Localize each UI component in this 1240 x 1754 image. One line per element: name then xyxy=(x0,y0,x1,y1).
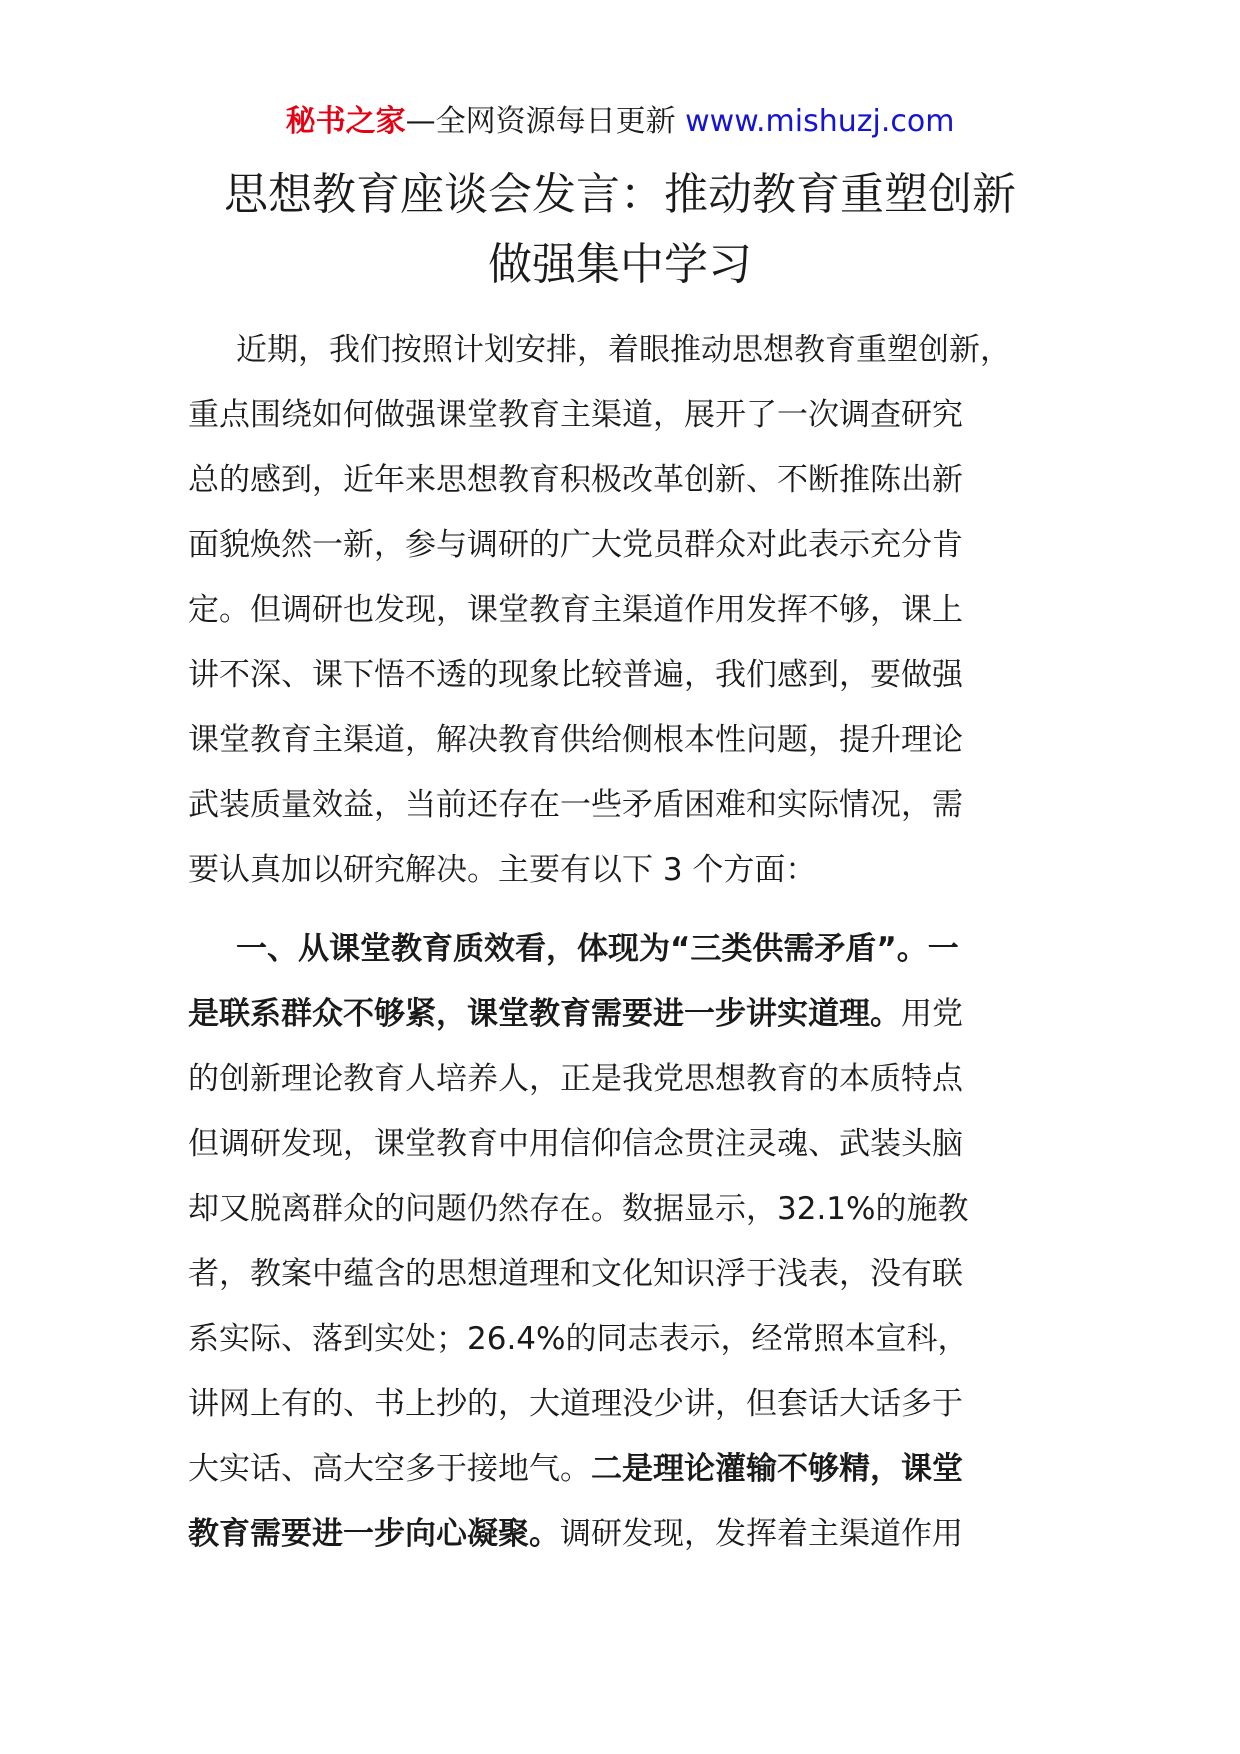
bold-text-segment: 一、从课堂教育质效看，体现为“三类供需矛盾”。一 xyxy=(236,931,959,967)
document-body xyxy=(188,318,1056,1567)
document-title xyxy=(150,160,1090,300)
site-header xyxy=(0,100,1240,144)
text-segment: 的创新理论教育人培养人，正是我党思想教育的本质特点 xyxy=(188,1061,963,1097)
text-segment: 但调研发现，课堂教育中用信仰信念贯注灵魂、武装头脑 xyxy=(188,1126,963,1162)
title-line-2: 做强集中学习 xyxy=(488,239,752,290)
text-line xyxy=(188,448,1056,513)
site-slogan: —全网资源每日更新 xyxy=(405,104,686,139)
text-line xyxy=(188,578,1056,643)
text-segment: 定。但调研也发现，课堂教育主渠道作用发挥不够，课上 xyxy=(188,592,963,628)
text-segment: 讲不深、课下悟不透的现象比较普遍，我们感到，要做强 xyxy=(188,657,963,693)
text-line xyxy=(188,708,1056,773)
text-line xyxy=(188,1112,1056,1177)
text-line xyxy=(188,1437,1056,1502)
text-line xyxy=(188,838,1056,903)
text-line xyxy=(188,1242,1056,1307)
text-segment: 课堂教育主渠道，解决教育供给侧根本性问题，提升理论 xyxy=(188,722,963,758)
text-segment: 近期，我们按照计划安排，着眼推动思想教育重塑创新， xyxy=(236,332,1011,368)
text-segment: 大实话、高大空多于接地气。 xyxy=(188,1451,591,1487)
text-line xyxy=(188,982,1056,1047)
title-line-1: 思想教育座谈会发言：推动教育重塑创新 xyxy=(224,169,1016,220)
brand-name: 秘书之家 xyxy=(285,104,406,139)
bold-text-segment: 是联系群众不够紧，课堂教育需要进一步讲实道理。 xyxy=(188,996,901,1032)
text-line xyxy=(188,643,1056,708)
text-segment: 却又脱离群众的问题仍然存在。数据显示，32.1%的施教 xyxy=(188,1191,969,1227)
text-line xyxy=(188,318,1056,383)
text-line xyxy=(188,1307,1056,1372)
text-line xyxy=(188,383,1056,448)
site-url-link[interactable]: www.mishuzj.com xyxy=(685,104,955,139)
paragraph xyxy=(188,917,1056,1567)
bold-text-segment: 二是理论灌输不够精，课堂 xyxy=(591,1451,963,1487)
text-line xyxy=(188,1502,1056,1567)
text-segment: 面貌焕然一新，参与调研的广大党员群众对此表示充分肯 xyxy=(188,527,963,563)
text-line xyxy=(188,1177,1056,1242)
text-segment: 总的感到，近年来思想教育积极改革创新、不断推陈出新 xyxy=(188,462,963,498)
text-segment: 武装质量效益，当前还存在一些矛盾困难和实际情况，需 xyxy=(188,787,963,823)
text-segment: 重点围绕如何做强课堂教育主渠道，展开了一次调查研究 xyxy=(188,397,963,433)
text-segment: 调研发现，发挥着主渠道作用 xyxy=(560,1516,963,1552)
text-segment: 用党 xyxy=(901,996,963,1032)
paragraph-gap xyxy=(188,903,1056,917)
bold-text-segment: 教育需要进一步向心凝聚。 xyxy=(188,1516,560,1552)
text-line xyxy=(188,1047,1056,1112)
text-segment: 讲网上有的、书上抄的，大道理没少讲，但套话大话多于 xyxy=(188,1386,963,1422)
text-segment: 系实际、落到实处；26.4%的同志表示，经常照本宣科， xyxy=(188,1321,969,1357)
text-segment: 者，教案中蕴含的思想道理和文化知识浮于浅表，没有联 xyxy=(188,1256,963,1292)
text-line xyxy=(188,513,1056,578)
text-segment: 要认真加以研究解决。主要有以下 3 个方面： xyxy=(188,852,817,888)
text-line xyxy=(188,773,1056,838)
paragraph xyxy=(188,318,1056,903)
text-line xyxy=(188,917,1056,982)
text-line xyxy=(188,1372,1056,1437)
